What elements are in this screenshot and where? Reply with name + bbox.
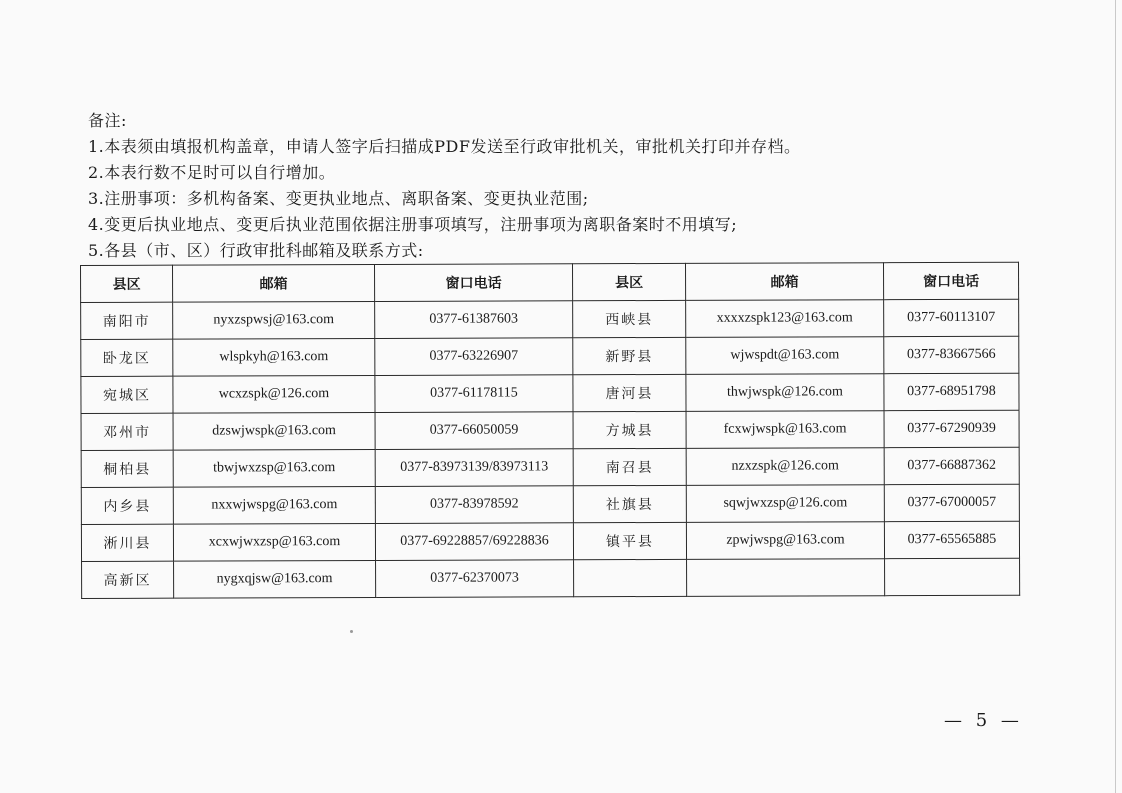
note-line-5: 5.各县（市、区）行政审批科邮箱及联系方式: bbox=[88, 241, 424, 260]
phone-cell: 0377-62370073 bbox=[376, 560, 574, 598]
note-line-3: 3.注册事项：多机构备案、变更执业地点、离职备案、变更执业范围; bbox=[88, 189, 589, 208]
table-row bbox=[81, 373, 1019, 413]
phone-cell: 0377-83978592 bbox=[375, 486, 573, 524]
notes-heading: 备注: bbox=[88, 111, 127, 130]
email-cell: xxxxzspk123@163.com bbox=[686, 300, 884, 338]
table-row bbox=[81, 447, 1019, 487]
phone-cell: 0377-60113107 bbox=[884, 299, 1019, 336]
email-cell: nxxwjwspg@163.com bbox=[173, 486, 375, 524]
phone-cell: 0377-61387603 bbox=[375, 301, 573, 339]
email-cell: fcxwjwspk@163.com bbox=[686, 411, 884, 449]
email-cell: wcxzspk@126.com bbox=[173, 375, 375, 413]
phone-cell: 0377-83667566 bbox=[884, 336, 1019, 373]
header-phone-a: 窗口电话 bbox=[374, 264, 572, 302]
phone-cell: 0377-67290939 bbox=[884, 410, 1019, 447]
table-row bbox=[81, 484, 1019, 524]
phone-cell: 0377-83973139/83973113 bbox=[375, 449, 573, 487]
phone-cell: 0377-69228857/69228836 bbox=[375, 523, 573, 561]
phone-cell: 0377-68951798 bbox=[884, 373, 1019, 410]
header-phone-b: 窗口电话 bbox=[883, 262, 1018, 299]
phone-cell: 0377-66887362 bbox=[884, 447, 1019, 484]
page-number: — 5 — bbox=[944, 710, 1023, 731]
county-cell: 高新区 bbox=[82, 561, 174, 598]
notes-section bbox=[88, 108, 988, 264]
phone-cell: 0377-65565885 bbox=[884, 521, 1019, 558]
email-cell: nzxzspk@126.com bbox=[686, 448, 884, 486]
table-header-row bbox=[81, 262, 1019, 302]
table-row bbox=[82, 558, 1020, 598]
email-cell: thwjwspk@126.com bbox=[686, 374, 884, 412]
email-cell: zpwjwspg@163.com bbox=[686, 522, 884, 560]
header-email-a: 邮箱 bbox=[173, 264, 375, 302]
county-cell: 宛城区 bbox=[81, 376, 173, 413]
email-cell: dzswjwspk@163.com bbox=[173, 412, 375, 450]
table-row bbox=[81, 521, 1019, 561]
phone-cell: 0377-67000057 bbox=[884, 484, 1019, 521]
county-cell: 内乡县 bbox=[81, 487, 173, 524]
county-cell: 唐河县 bbox=[573, 374, 686, 411]
table-row bbox=[81, 299, 1019, 339]
county-cell: 邓州市 bbox=[81, 413, 173, 450]
county-cell: 新野县 bbox=[573, 337, 686, 374]
scan-speck bbox=[350, 630, 353, 633]
county-cell: 方城县 bbox=[573, 411, 686, 448]
phone-cell bbox=[885, 558, 1020, 595]
contacts-table bbox=[80, 262, 1020, 599]
county-cell: 镇平县 bbox=[573, 522, 686, 559]
county-cell: 南召县 bbox=[573, 448, 686, 485]
county-cell bbox=[574, 559, 687, 596]
county-cell: 南阳市 bbox=[81, 302, 173, 339]
phone-cell: 0377-63226907 bbox=[375, 338, 573, 376]
table-row bbox=[81, 336, 1019, 376]
table-row bbox=[81, 410, 1019, 450]
email-cell: wlspkyh@163.com bbox=[173, 338, 375, 376]
email-cell: wjwspdt@163.com bbox=[686, 337, 884, 375]
county-cell: 社旗县 bbox=[573, 485, 686, 522]
county-cell: 西峡县 bbox=[573, 300, 686, 337]
header-county-b: 县区 bbox=[572, 263, 685, 300]
note-line-2: 2.本表行数不足时可以自行增加。 bbox=[88, 163, 336, 182]
email-cell bbox=[687, 559, 885, 597]
email-cell: xcxwjwxzsp@163.com bbox=[173, 523, 375, 561]
header-email-b: 邮箱 bbox=[685, 263, 883, 301]
email-cell: nyxzspwsj@163.com bbox=[173, 301, 375, 339]
header-county-a: 县区 bbox=[81, 265, 173, 302]
scan-page-edge bbox=[1115, 0, 1116, 793]
email-cell: nygxqjsw@163.com bbox=[174, 560, 376, 598]
county-cell: 淅川县 bbox=[81, 524, 173, 561]
email-cell: tbwjwxzsp@163.com bbox=[173, 449, 375, 487]
phone-cell: 0377-61178115 bbox=[375, 375, 573, 413]
email-cell: sqwjwxzsp@126.com bbox=[686, 485, 884, 523]
note-line-1: 1.本表须由填报机构盖章，申请人签字后扫描成PDF发送至行政审批机关，审批机关打印并存档。 bbox=[88, 137, 801, 156]
note-line-4: 4.变更后执业地点、变更后执业范围依据注册事项填写，注册事项为离职备案时不用填写; bbox=[88, 215, 738, 234]
county-cell: 桐柏县 bbox=[81, 450, 173, 487]
phone-cell: 0377-66050059 bbox=[375, 412, 573, 450]
county-cell: 卧龙区 bbox=[81, 339, 173, 376]
